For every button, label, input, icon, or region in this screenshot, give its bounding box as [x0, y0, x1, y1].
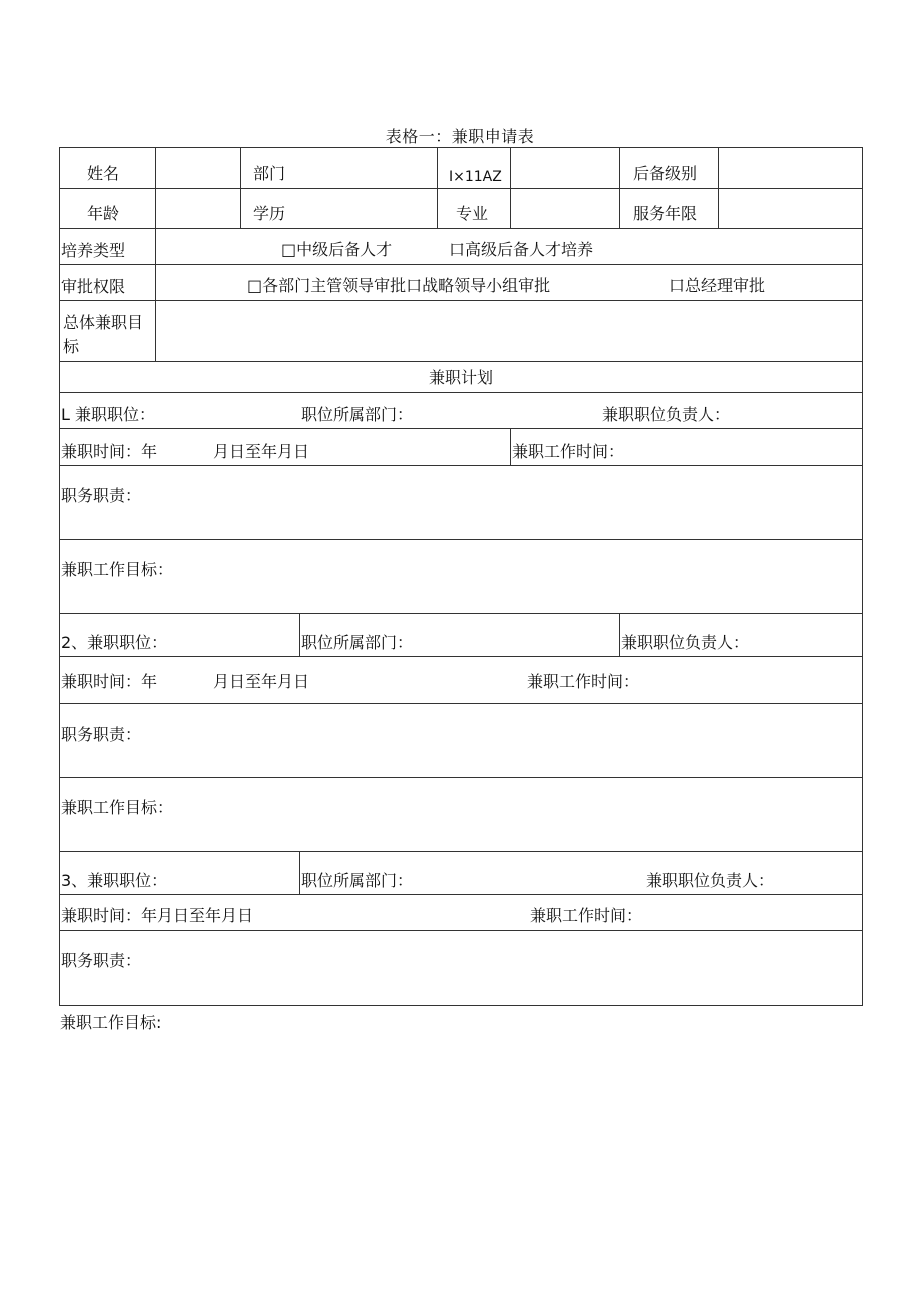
age-field[interactable]: [156, 189, 240, 228]
reserve-level-field[interactable]: [719, 148, 862, 188]
row-divider: [59, 361, 863, 362]
col-divider: [299, 851, 300, 894]
plan3-goal-label: 兼职工作目标:: [60, 1013, 162, 1032]
plan2-time-range: 月日至年月日: [213, 672, 310, 691]
plan1-duties-field[interactable]: [60, 466, 862, 539]
plan1-goal-label: 兼职工作目标：: [61, 560, 174, 579]
education-field[interactable]: [241, 189, 437, 228]
dept-label: 部门: [253, 164, 286, 183]
col-divider: [510, 428, 511, 465]
plan2-goal-field[interactable]: [60, 778, 862, 851]
plan1-department-label: 职位所属部门：: [301, 405, 414, 424]
row-divider: [59, 428, 863, 429]
plan-heading: 兼职计划: [428, 368, 493, 387]
approval-label: 审批权限: [61, 277, 126, 296]
col-divider: [619, 147, 620, 228]
row-divider: [59, 228, 863, 229]
service-years-label: 服务年限: [633, 204, 698, 223]
training-type-label: 培养类型: [61, 241, 126, 260]
col-divider: [299, 613, 300, 656]
col-divider: [437, 147, 438, 228]
plan2-duties-label: 职务职责：: [61, 725, 142, 744]
post-field[interactable]: [511, 148, 619, 188]
plan2-goal-label: 兼职工作目标：: [61, 798, 174, 817]
major-field[interactable]: [511, 189, 619, 228]
plan3-duties-field[interactable]: [60, 931, 862, 1005]
post-label: I×11AZ: [449, 169, 502, 185]
overall-goal-label: 总体兼职目标: [63, 313, 144, 356]
plan2-duties-field[interactable]: [60, 704, 862, 777]
service-years-field[interactable]: [719, 189, 862, 228]
plan3-owner-label: 兼职职位负责人：: [646, 871, 775, 890]
dept-field[interactable]: [241, 148, 437, 188]
name-field[interactable]: [156, 148, 240, 188]
col-divider: [619, 613, 620, 656]
approval-gm-checkbox[interactable]: 口总经理审批: [669, 276, 766, 295]
reserve-level-label: 后备级别: [633, 164, 698, 183]
plan1-position-label: L 兼职职位：: [61, 405, 156, 424]
approval-dept-strategy-checkbox[interactable]: □各部门主管领导审批口战略领导小组审批: [247, 276, 551, 295]
plan1-time-label: 兼职时间：年: [61, 442, 158, 461]
plan3-department-label: 职位所属部门：: [301, 871, 414, 890]
plan2-owner-label: 兼职职位负责人：: [621, 633, 750, 652]
plan3-position-label: 3、兼职职位：: [61, 871, 168, 890]
training-mid-checkbox[interactable]: □中级后备人才: [281, 240, 393, 259]
education-label: 学历: [253, 204, 286, 223]
overall-goal-field[interactable]: [156, 301, 862, 361]
row-divider: [59, 264, 863, 265]
major-label: 专业: [456, 204, 489, 223]
training-high-checkbox[interactable]: 口高级后备人才培养: [449, 240, 594, 259]
age-label: 年龄: [87, 204, 120, 223]
row-divider: [59, 851, 863, 852]
plan2-work-time-label: 兼职工作时间：: [527, 672, 640, 691]
plan1-goal-field[interactable]: [60, 540, 862, 613]
plan3-time-label: 兼职时间：年月日至年月日: [61, 906, 254, 925]
plan3-work-time-label: 兼职工作时间：: [530, 906, 643, 925]
form-title: 表格一：兼职申请表: [385, 127, 535, 146]
name-label: 姓名: [87, 164, 120, 183]
plan1-duties-label: 职务职责：: [61, 486, 142, 505]
plan3-duties-label: 职务职责：: [61, 951, 142, 970]
row-divider: [59, 613, 863, 614]
row-divider: [59, 656, 863, 657]
row-divider: [59, 894, 863, 895]
row-divider: [59, 392, 863, 393]
plan1-time-range: 月日至年月日: [213, 442, 310, 461]
plan1-owner-label: 兼职职位负责人：: [602, 405, 731, 424]
plan2-time-label: 兼职时间：年: [61, 672, 158, 691]
plan1-work-time-label: 兼职工作时间：: [512, 442, 625, 461]
plan2-position-label: 2、兼职职位：: [61, 633, 168, 652]
application-table: [59, 147, 863, 1006]
plan2-department-label: 职位所属部门：: [301, 633, 414, 652]
